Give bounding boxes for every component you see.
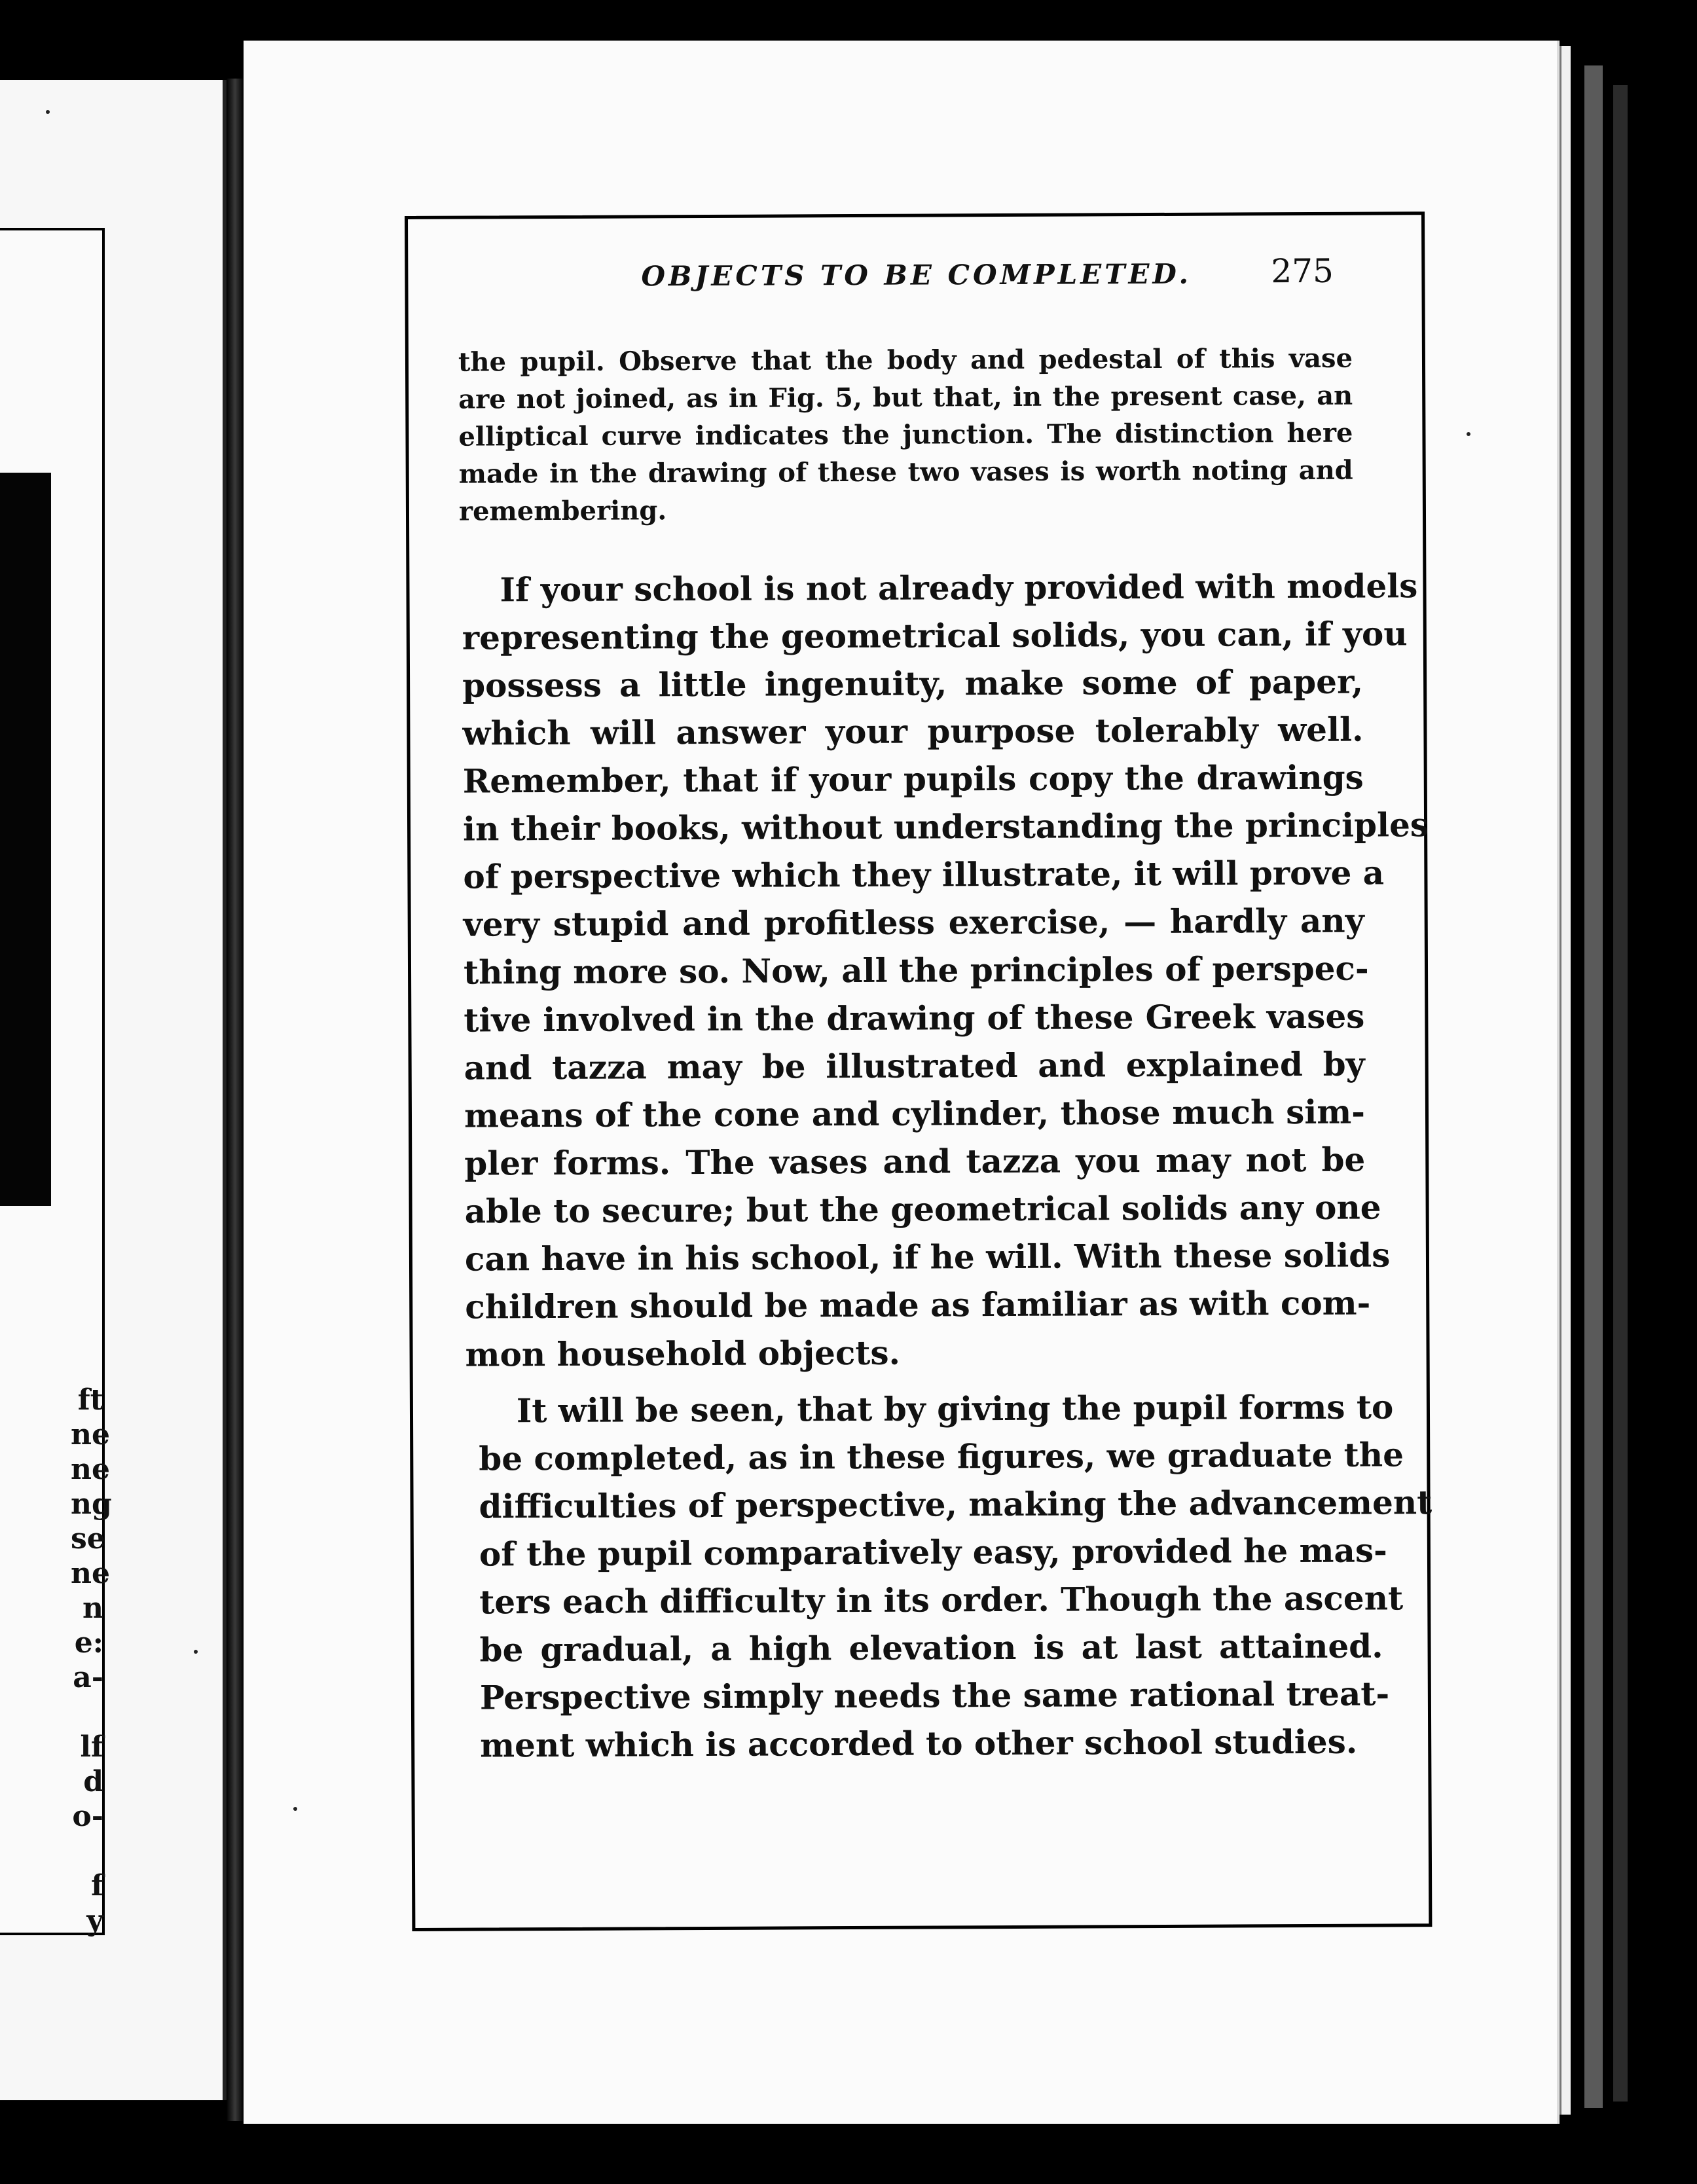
text-line: Perspective simply needs the same rational treat- bbox=[479, 1674, 1390, 1717]
text-line: the pupil. Observe that the body and pedestal of this vase bbox=[458, 342, 1353, 378]
scan-speck bbox=[194, 1650, 198, 1654]
margin-fragment: ne bbox=[71, 1453, 110, 1486]
text-line: and tazza may be illustrated and explained by bbox=[464, 1044, 1365, 1087]
margin-fragment: y bbox=[86, 1904, 103, 1937]
text-line: in their books, without understanding the principles bbox=[462, 805, 1429, 848]
text-line: possess a little ingenuity, make some of paper, bbox=[462, 662, 1364, 705]
text-line: remembering. bbox=[458, 495, 667, 527]
text-line: representing the geometrical solids, you can, if you bbox=[462, 614, 1408, 657]
text-line: ters each difficulty in its order. Though the ascent bbox=[479, 1578, 1404, 1622]
margin-fragment: d bbox=[83, 1765, 103, 1798]
text-line: can have in his school, if he will. With these solids bbox=[464, 1235, 1391, 1279]
text-line: It will be seen, that by giving the pupil forms to bbox=[516, 1387, 1394, 1430]
scan-speck bbox=[46, 110, 50, 114]
running-head-title: OBJECTS TO BE COMPLETED. bbox=[641, 257, 1192, 293]
running-head bbox=[408, 251, 1421, 314]
text-line: able to secure; but the geometrical solids any one bbox=[464, 1188, 1381, 1231]
margin-fragment: ft bbox=[77, 1383, 103, 1417]
text-line: difficulties of perspective, making the advancement bbox=[479, 1483, 1432, 1526]
scan-speck bbox=[293, 1807, 297, 1811]
margin-fragment: e: bbox=[74, 1626, 103, 1660]
page-edge bbox=[1584, 65, 1603, 2108]
margin-fragment: lf bbox=[80, 1730, 103, 1764]
text-line: are not joined, as in Fig. 5, but that, in the present case, an bbox=[458, 380, 1353, 415]
text-line: ment which is accorded to other school studies. bbox=[480, 1722, 1358, 1765]
text-line: mon household objects. bbox=[465, 1333, 901, 1374]
previous-page bbox=[0, 80, 227, 2100]
text-line: very stupid and profitless exercise, — hardly any bbox=[463, 901, 1364, 944]
body-paragraph-1 bbox=[462, 562, 1429, 1379]
previous-page-margin-text bbox=[71, 1383, 112, 1938]
book-cover-edge bbox=[1613, 85, 1628, 2102]
text-line: elliptical curve indicates the junction. The distinction here bbox=[458, 417, 1353, 452]
page-number: 275 bbox=[1271, 251, 1334, 291]
margin-fragment bbox=[71, 1834, 103, 1868]
text-line: which will answer your purpose tolerably well. bbox=[462, 710, 1364, 753]
text-line: Remember, that if your pupils copy the drawings bbox=[462, 757, 1364, 801]
book-gutter bbox=[227, 79, 244, 2121]
margin-fragment bbox=[71, 1695, 103, 1730]
margin-fragment: o- bbox=[72, 1800, 103, 1833]
page-edge bbox=[1560, 46, 1571, 2115]
text-line: If your school is not already provided with models bbox=[500, 566, 1418, 610]
text-line: tive involved in the drawing of these Greek vases bbox=[464, 996, 1365, 1040]
text-line: thing more so. Now, all the principles of perspec- bbox=[463, 949, 1369, 992]
caption-continuation-paragraph bbox=[458, 340, 1353, 530]
margin-fragment: ne bbox=[71, 1557, 110, 1590]
margin-fragment: ne bbox=[71, 1418, 110, 1451]
margin-fragment: ng bbox=[71, 1487, 112, 1521]
margin-fragment: f bbox=[91, 1869, 103, 1902]
text-line: made in the drawing of these two vases is worth noting and bbox=[458, 454, 1353, 490]
margin-fragment: n bbox=[82, 1592, 103, 1625]
text-line: be gradual, a high elevation is at last attained. bbox=[479, 1626, 1383, 1669]
text-line: be completed, as in these figures, we graduate the bbox=[479, 1435, 1404, 1478]
text-line: of perspective which they illustrate, it will prove a bbox=[463, 853, 1385, 896]
text-line: pler forms. The vases and tazza you may not be bbox=[464, 1140, 1366, 1183]
text-line: means of the cone and cylinder, those much sim- bbox=[464, 1092, 1366, 1135]
margin-fragment: a- bbox=[73, 1661, 103, 1694]
text-line: of the pupil comparatively easy, provided he mas- bbox=[479, 1531, 1387, 1574]
body-paragraph-2 bbox=[479, 1383, 1432, 1770]
text-line: children should be made as familiar as with com- bbox=[465, 1283, 1371, 1326]
scan-speck bbox=[1467, 432, 1470, 436]
previous-page-illustration bbox=[0, 473, 51, 1206]
page-content-frame bbox=[405, 211, 1432, 1931]
margin-fragment: se bbox=[71, 1522, 105, 1556]
